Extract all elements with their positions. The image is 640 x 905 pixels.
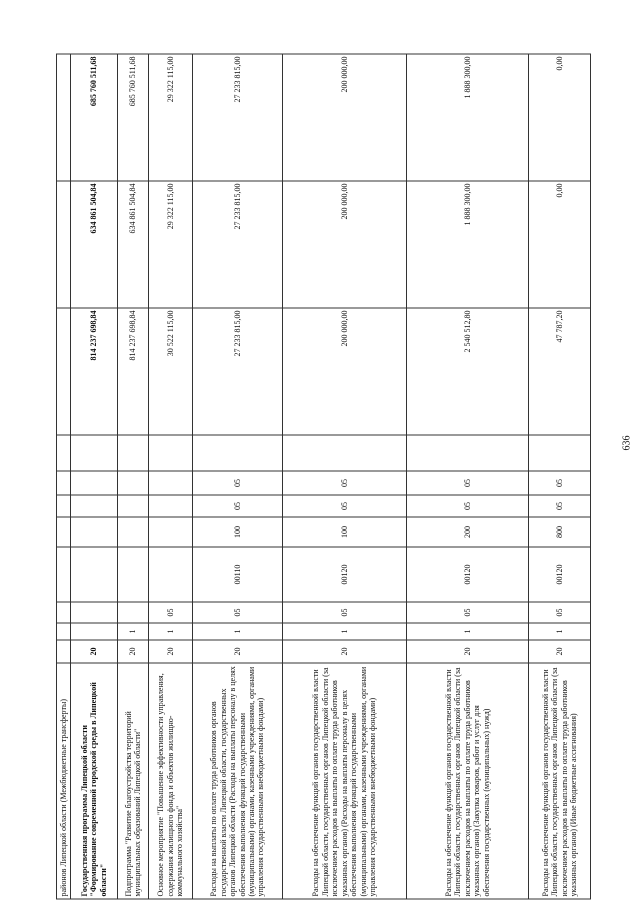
row-vr [71, 517, 118, 547]
row-csr [71, 547, 118, 602]
row-vr: 800 [529, 517, 591, 547]
row-pr [71, 602, 118, 623]
row-gr: 20 [118, 640, 149, 663]
row-pr: 05 [283, 602, 407, 623]
table-row [193, 54, 283, 899]
row-year3: 27 233 815,00 [193, 54, 283, 181]
row-gr: 20 [283, 640, 407, 663]
row-name: Расходы на выплаты по оплате труда работников органов государственной власти Липецкой области, государственных органов Липецкой области (Расходы на выплаты персоналу в целях обеспечения выполнения функций государственными (муниципальными) органами, казенными учреждениями, органами управления государственными внебюджетными фондами) [193, 663, 283, 899]
row-year1 [57, 308, 71, 435]
row-year1: 47 787,20 [529, 308, 591, 435]
row-col8 [71, 435, 118, 471]
row-pr [57, 602, 71, 623]
row-year3: 0,00 [529, 54, 591, 181]
table-row [118, 54, 149, 899]
row-col8 [118, 435, 149, 471]
row-csr [118, 547, 149, 602]
row-rz: 1 [193, 623, 283, 640]
row-col6: 05 [529, 495, 591, 517]
row-year1: 2 540 512,80 [407, 308, 529, 435]
row-col6 [118, 495, 149, 517]
row-name: Расходы на обеспечение функций органов государственной власти Липецкой области, государственных органов Липецкой области (за исключением расходов на выплаты по оплате труда работников указанных органов) (Закупка товаров, работ и услуг для обеспечения государственных (муниципальных) нужд) [407, 663, 529, 899]
row-year2: 634 861 504,84 [118, 181, 149, 308]
row-col8 [529, 435, 591, 471]
row-gr: 20 [529, 640, 591, 663]
row-name: Подпрограмма "Развитие благоустройства территорий муниципальных образований Липецкой области" [118, 663, 149, 899]
budget-table-rotated [56, 55, 590, 900]
row-csr: 00110 [193, 547, 283, 602]
row-gr: 20 [71, 640, 118, 663]
row-csr: 00120 [529, 547, 591, 602]
row-year2 [57, 181, 71, 308]
row-year2: 200 000,00 [283, 181, 407, 308]
row-vr [57, 517, 71, 547]
row-gr: 20 [149, 640, 193, 663]
table-row [407, 54, 529, 899]
row-year3: 685 760 511,68 [118, 54, 149, 181]
row-year3 [57, 54, 71, 181]
row-year2: 0,00 [529, 181, 591, 308]
row-col6 [57, 495, 71, 517]
row-col8 [193, 435, 283, 471]
row-col7: 05 [193, 471, 283, 495]
row-col7: 05 [283, 471, 407, 495]
row-year2: 29 322 115,00 [149, 181, 193, 308]
row-csr [149, 547, 193, 602]
row-year3: 29 322 115,00 [149, 54, 193, 181]
row-col7 [118, 471, 149, 495]
row-csr: 00120 [283, 547, 407, 602]
table-row [71, 54, 118, 899]
row-csr [57, 547, 71, 602]
row-vr: 200 [407, 517, 529, 547]
row-col6 [149, 495, 193, 517]
row-col6: 05 [193, 495, 283, 517]
row-year1: 200 000,00 [283, 308, 407, 435]
row-year1: 30 522 115,00 [149, 308, 193, 435]
row-col7 [57, 471, 71, 495]
row-col8 [57, 435, 71, 471]
row-rz: 1 [149, 623, 193, 640]
row-gr: 20 [407, 640, 529, 663]
row-rz: 1 [283, 623, 407, 640]
row-col8 [407, 435, 529, 471]
row-vr [118, 517, 149, 547]
row-year3: 1 888 300,00 [407, 54, 529, 181]
row-year2: 634 861 504,84 [71, 181, 118, 308]
row-pr: 05 [529, 602, 591, 623]
row-gr [57, 640, 71, 663]
row-vr: 100 [283, 517, 407, 547]
row-rz [71, 623, 118, 640]
row-year2: 27 233 815,00 [193, 181, 283, 308]
row-name: районов Липецкой области (Межбюджетные трансферты) [57, 663, 71, 899]
table-row [283, 54, 407, 899]
row-year2: 1 888 300,00 [407, 181, 529, 308]
table-row [529, 54, 591, 899]
row-csr: 00120 [407, 547, 529, 602]
row-rz [57, 623, 71, 640]
row-col7 [71, 471, 118, 495]
row-rz: 1 [118, 623, 149, 640]
row-year1: 814 237 698,84 [71, 308, 118, 435]
table-row [149, 54, 193, 899]
row-pr [118, 602, 149, 623]
row-col8 [283, 435, 407, 471]
row-col7: 05 [407, 471, 529, 495]
row-year3: 685 760 511,68 [71, 54, 118, 181]
row-col6 [71, 495, 118, 517]
table-body [57, 54, 591, 899]
row-col6: 05 [283, 495, 407, 517]
row-rz: 1 [407, 623, 529, 640]
row-year1: 27 233 815,00 [193, 308, 283, 435]
row-year1: 814 237 698,84 [118, 308, 149, 435]
row-year3: 200 000,00 [283, 54, 407, 181]
row-pr: 05 [149, 602, 193, 623]
row-name: Расходы на обеспечение функций органов государственной власти Липецкой области, государственных органов Липецкой области (за исключением расходов на выплаты по оплате труда работников указанных органов) (Расходы на выплаты персоналу в целях обеспечения выполнения функций государственными (муниципальными) органами, казенными учреждениями, органами управления государственными внебюджетными фондами) [283, 663, 407, 899]
budget-table [56, 54, 591, 900]
row-gr: 20 [193, 640, 283, 663]
row-name: Основное мероприятие "Повышение эффективности управления, содержания жилищного фонда и объектов жилищно-коммунального хозяйства" [149, 663, 193, 899]
row-name: Государственная программа Липецкой области "Формирование современной городской среды в Липецкой области" [71, 663, 118, 899]
row-rz: 1 [529, 623, 591, 640]
row-col7 [149, 471, 193, 495]
page-number: 636 [621, 435, 633, 451]
row-vr [149, 517, 193, 547]
row-col7: 05 [529, 471, 591, 495]
row-name: Расходы на обеспечение функций органов государственной власти Липецкой области, государственных органов Липецкой области (за исключением расходов на выплаты по оплате труда работников указанных органов) (Иные бюджетные ассигнования) [529, 663, 591, 899]
row-vr: 100 [193, 517, 283, 547]
row-col6: 05 [407, 495, 529, 517]
row-pr: 05 [407, 602, 529, 623]
row-pr: 05 [193, 602, 283, 623]
table-row [57, 54, 71, 899]
row-col8 [149, 435, 193, 471]
